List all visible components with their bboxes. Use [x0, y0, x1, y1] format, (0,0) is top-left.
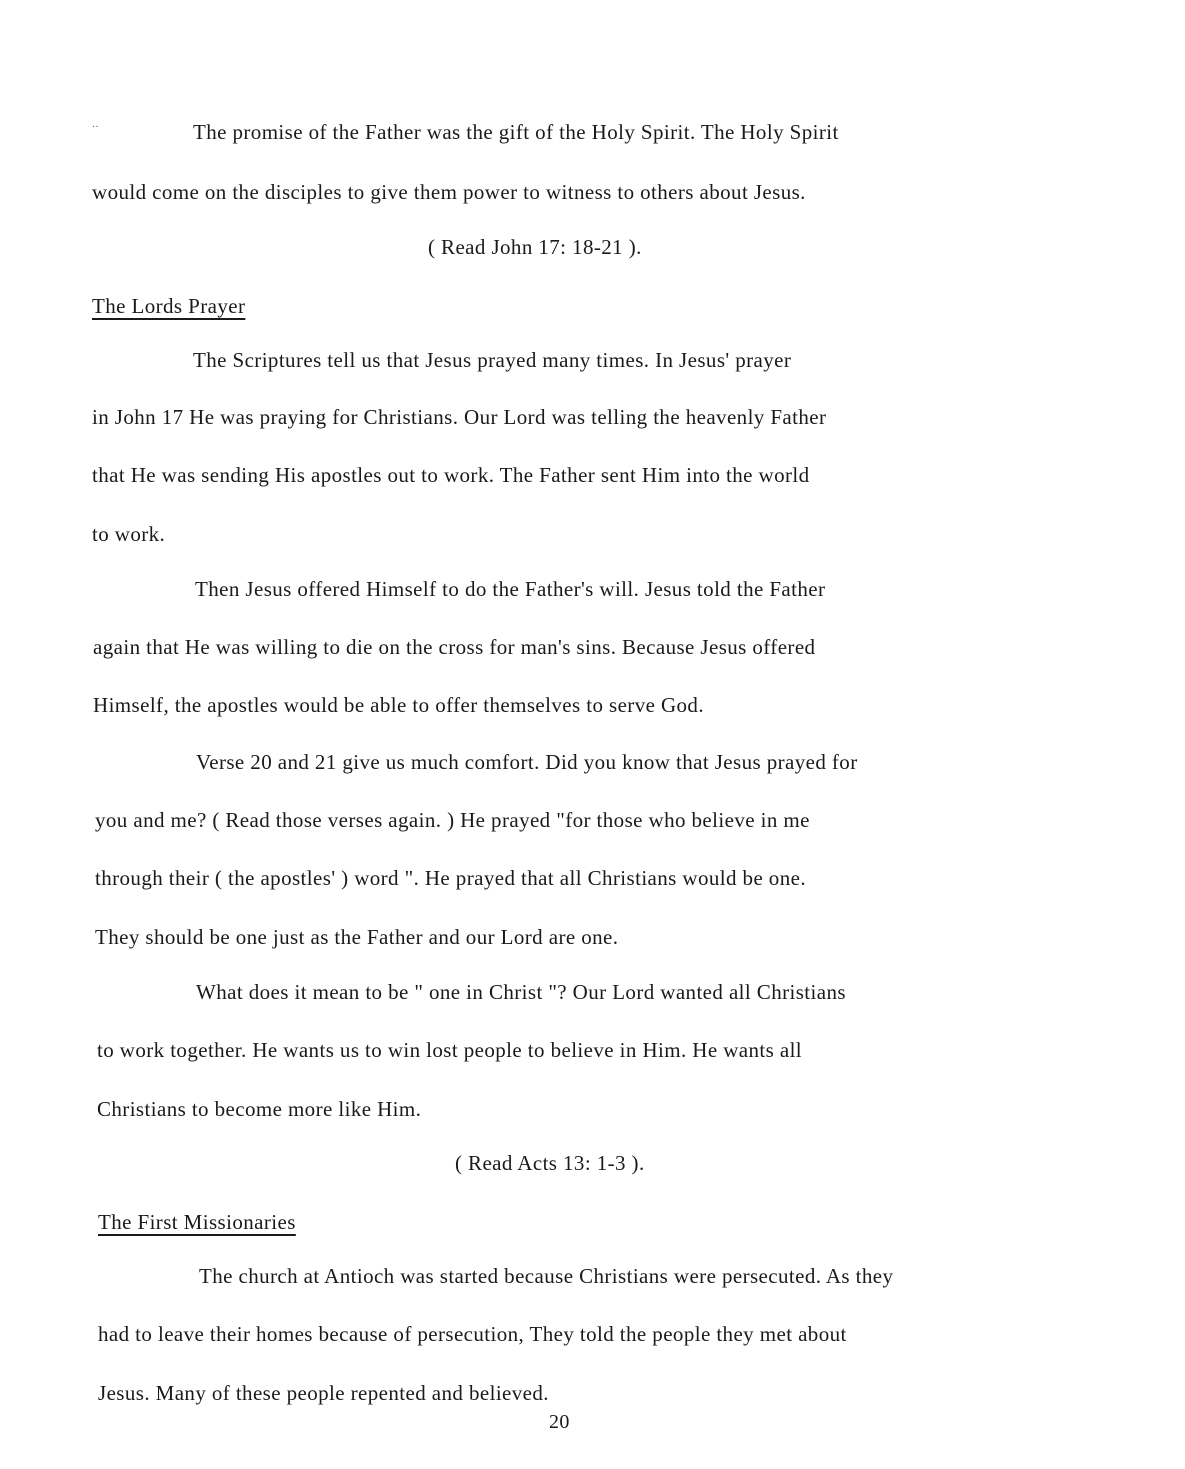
- paragraph-2-line-4: to work.: [92, 522, 166, 546]
- paragraph-4-line-2: you and me? ( Read those verses again. ) He prayed "for those who believe in me: [95, 808, 810, 832]
- reading-reference-2: ( Read Acts 13: 1-3 ).: [455, 1151, 645, 1175]
- paragraph-3-line-2: again that He was willing to die on the cross for man's sins. Because Jesus offered: [93, 635, 816, 659]
- paragraph-2-line-2: in John 17 He was praying for Christians. Our Lord was telling the heavenly Father: [92, 405, 827, 429]
- paragraph-6-line-1: The church at Antioch was started because Christians were persecuted. As they: [199, 1264, 894, 1288]
- paragraph-5-line-1: What does it mean to be " one in Christ "? Our Lord wanted all Christians: [196, 980, 846, 1004]
- paragraph-4-line-1: Verse 20 and 21 give us much comfort. Did you know that Jesus prayed for: [196, 750, 858, 774]
- paragraph-6-line-3: Jesus. Many of these people repented and believed.: [98, 1381, 549, 1405]
- paragraph-5-line-3: Christians to become more like Him.: [97, 1097, 422, 1121]
- scan-speck: ··: [92, 122, 99, 133]
- paragraph-4-line-4: They should be one just as the Father and our Lord are one.: [95, 925, 619, 949]
- reading-reference-1: ( Read John 17: 18-21 ).: [428, 235, 642, 259]
- paragraph-5-line-2: to work together. He wants us to win lost people to believe in Him. He wants all: [97, 1038, 803, 1062]
- paragraph-2-line-1: The Scriptures tell us that Jesus prayed many times. In Jesus' prayer: [193, 348, 792, 372]
- paragraph-3-line-1: Then Jesus offered Himself to do the Father's will. Jesus told the Father: [195, 577, 826, 601]
- paragraph-2-line-3: that He was sending His apostles out to work. The Father sent Him into the world: [92, 463, 810, 487]
- section-heading-first-missionaries: The First Missionaries: [98, 1210, 296, 1234]
- paragraph-3-line-3: Himself, the apostles would be able to offer themselves to serve God.: [93, 693, 704, 717]
- paragraph-1-line-2: would come on the disciples to give them power to witness to others about Jesus.: [92, 180, 806, 204]
- section-heading-lords-prayer: The Lords Prayer: [92, 294, 246, 318]
- paragraph-4-line-3: through their ( the apostles' ) word ". He prayed that all Christians would be one.: [95, 866, 806, 890]
- page-number: 20: [549, 1411, 570, 1433]
- paragraph-6-line-2: had to leave their homes because of persecution, They told the people they met about: [98, 1322, 847, 1346]
- paragraph-1-line-1: The promise of the Father was the gift of the Holy Spirit. The Holy Spirit: [193, 120, 839, 144]
